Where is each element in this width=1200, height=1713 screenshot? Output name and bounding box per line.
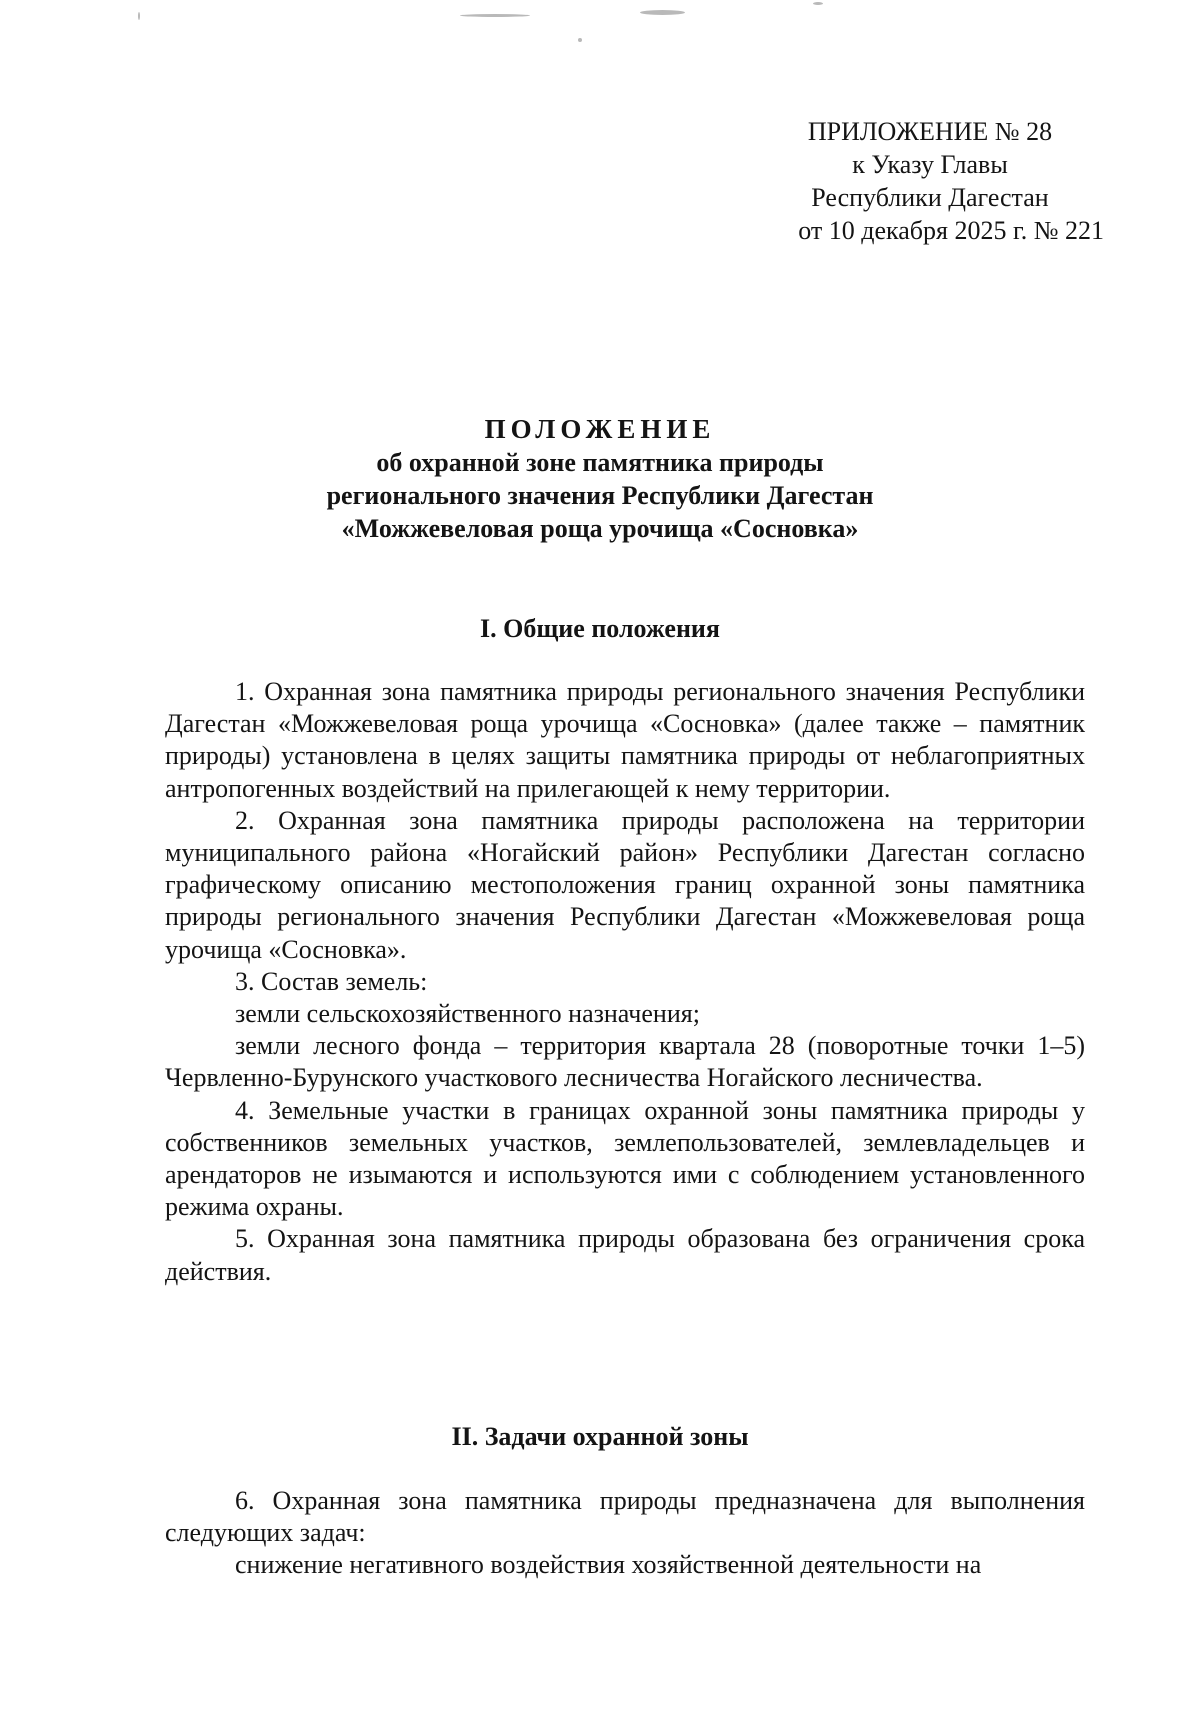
title-main: ПОЛОЖЕНИЕ bbox=[484, 414, 716, 444]
scan-speck bbox=[640, 10, 685, 15]
section-2-heading: II. Задачи охранной зоны bbox=[451, 1422, 749, 1451]
paragraph-2: 2. Охранная зона памятника природы расположена на территории муниципального района «Ногайский район» Республики Дагестан согласно графическому описанию местоположения границ охранной зоны памятника природы регионального значения Республики Дагестан «Можжевеловая роща урочища «Сосновка». bbox=[165, 805, 1085, 964]
scan-speck bbox=[138, 12, 140, 20]
section-1-heading: I. Общие положения bbox=[480, 614, 720, 643]
paragraph-1: 1. Охранная зона памятника природы регионального значения Республики Дагестан «Можжевеловая роща урочища «Сосновка» (далее также – памятник природы) установлена в целях защиты памятника природы от неблагоприятных антропогенных воздействий на прилегающей к нему территории. bbox=[165, 677, 1085, 803]
paragraph-3-item-2: земли лесного фонда – территория квартала 28 (поворотные точки 1–5) Червленно-Бурунского участкового лесничества Ногайского лесничества. bbox=[165, 1031, 1085, 1093]
scan-speck bbox=[460, 14, 530, 17]
appendix-date: от 10 декабря 2025 г. № 221 bbox=[798, 216, 1104, 245]
paragraph-6-item-1: снижение негативного воздействия хозяйственной деятельности на bbox=[235, 1550, 982, 1580]
title-line-2: регионального значения Республики Дагестан bbox=[326, 481, 874, 510]
appendix-header bbox=[760, 115, 1104, 247]
paragraph-6: 6. Охранная зона памятника природы предназначена для выполнения следующих задач: bbox=[165, 1486, 1085, 1548]
section-2-body bbox=[165, 1485, 1085, 1582]
title-line-3: «Можжевеловая роща урочища «Сосновка» bbox=[341, 514, 859, 543]
appendix-republic: Республики Дагестан bbox=[811, 183, 1049, 212]
section-1-body bbox=[165, 676, 1085, 1288]
appendix-number: ПРИЛОЖЕНИЕ № 28 bbox=[807, 117, 1053, 146]
paragraph-3: 3. Состав земель: bbox=[235, 966, 428, 996]
appendix-decree: к Указу Главы bbox=[852, 150, 1008, 179]
document-title bbox=[160, 413, 1040, 545]
paragraph-3-item-1: земли сельскохозяйственного назначения; bbox=[235, 999, 700, 1029]
paragraph-4: 4. Земельные участки в границах охранной зоны памятника природы у собственников земельных участков, землепользователей, землевладельцев и арендаторов не изымаются и используются ими с соблюдением установленного режима охраны. bbox=[165, 1095, 1085, 1222]
scan-speck bbox=[813, 2, 823, 5]
paragraph-5: 5. Охранная зона памятника природы образована без ограничения срока действия. bbox=[165, 1224, 1085, 1286]
title-line-1: об охранной зоне памятника природы bbox=[376, 448, 824, 477]
scan-speck bbox=[578, 38, 582, 42]
